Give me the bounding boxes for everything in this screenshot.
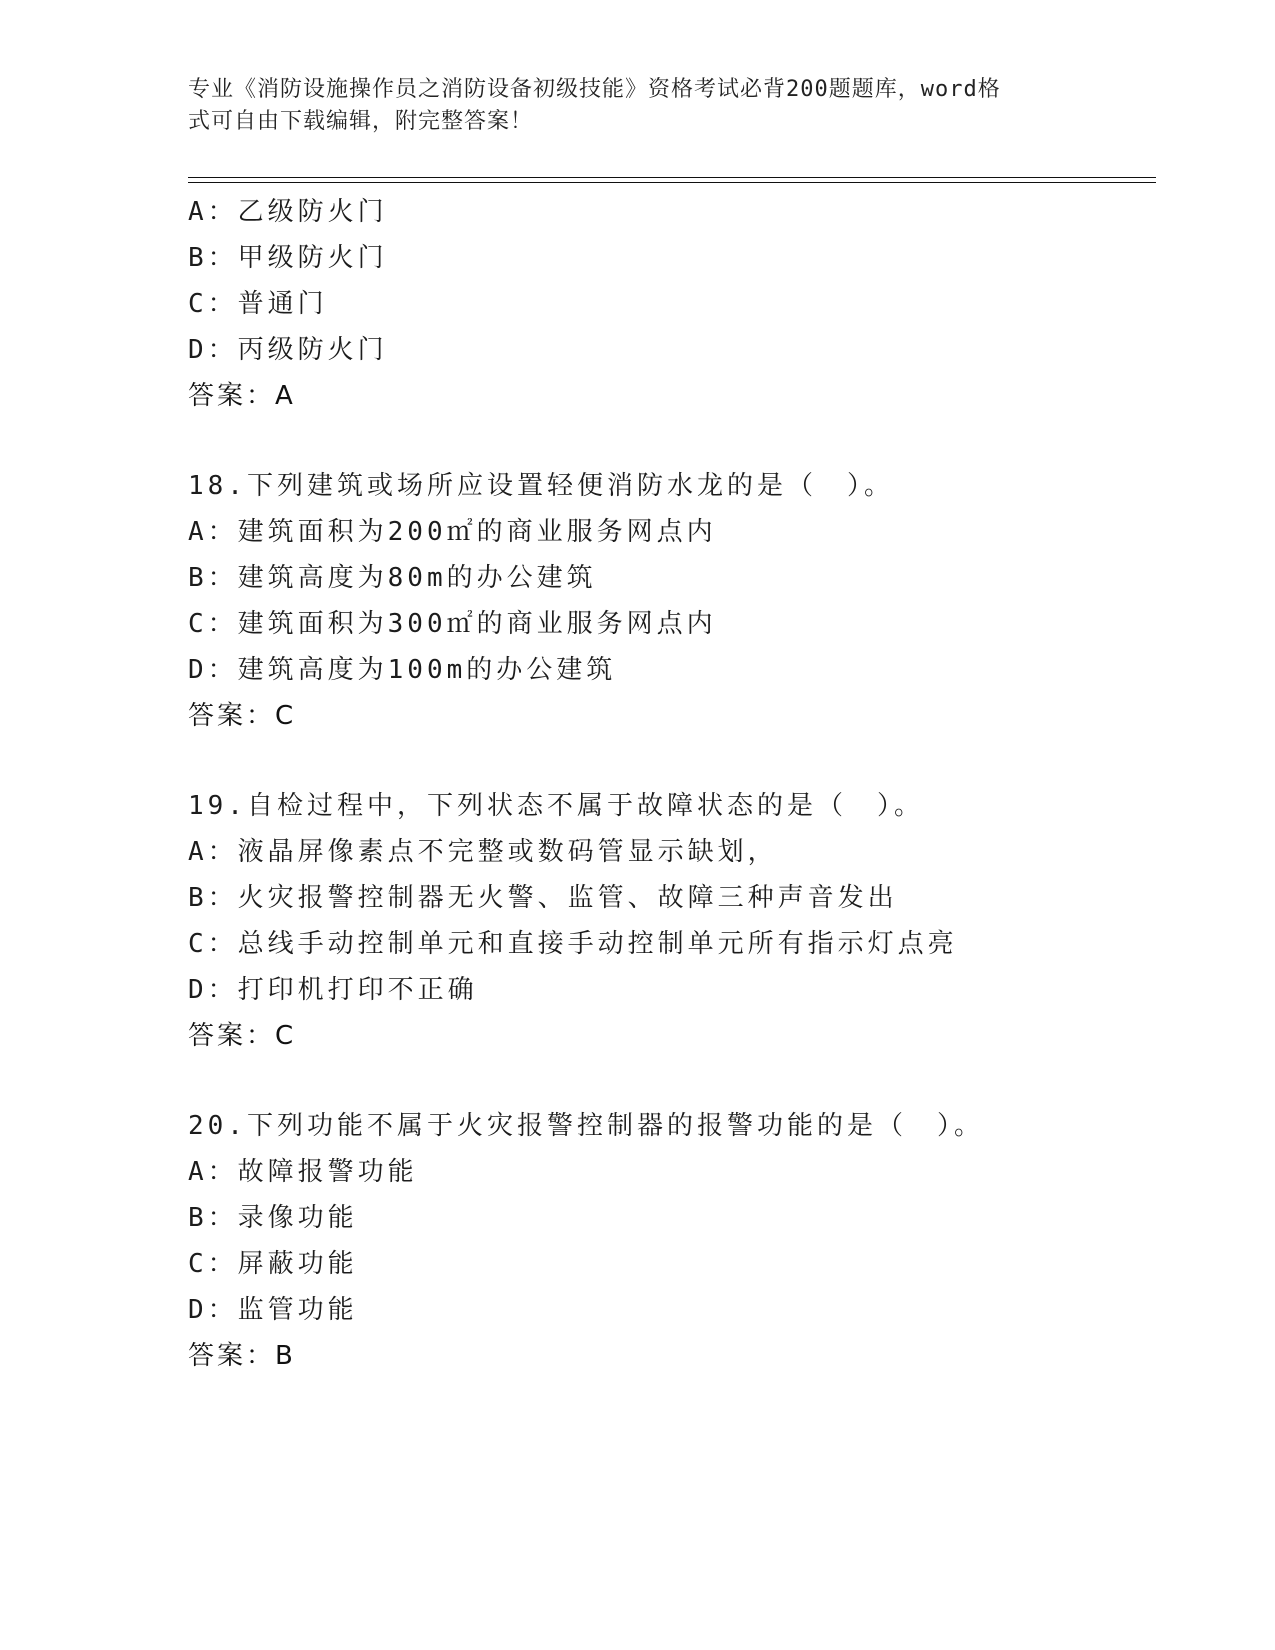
option-c: C：普通门 [188,289,328,319]
option-c: C：建筑面积为300㎡的商业服务网点内 [188,609,717,639]
question-block-19 [188,783,1156,1059]
header-line-2: 式可自由下载编辑，附完整答案！ [188,109,534,134]
question-text: 18.下列建筑或场所应设置轻便消防水龙的是（ ）。 [188,471,894,501]
option-d: D：监管功能 [188,1295,358,1325]
header-line-1: 专业《消防设施操作员之消防设备初级技能》资格考试必背200题题库，word格 [188,77,1001,102]
option-a: A：液晶屏像素点不完整或数码管显示缺划， [188,837,778,867]
option-a: A：故障报警功能 [188,1157,418,1187]
option-d: D：打印机打印不正确 [188,975,478,1005]
option-d: D：丙级防火门 [188,335,388,365]
answer-line: 答案：C [188,701,297,731]
option-c: C：屏蔽功能 [188,1249,358,1279]
question-block-18 [188,463,1156,739]
option-b: B：录像功能 [188,1203,358,1233]
question-text: 20.下列功能不属于火灾报警控制器的报警功能的是（ ）。 [188,1111,984,1141]
header-divider-bottom [188,182,1156,183]
option-c: C：总线手动控制单元和直接手动控制单元所有指示灯点亮 [188,929,958,959]
question-block-20 [188,1103,1156,1379]
option-b: B：甲级防火门 [188,243,388,273]
answer-line: 答案：A [188,381,296,411]
question-text: 19.自检过程中，下列状态不属于故障状态的是（ ）。 [188,791,924,821]
answer-line: 答案：C [188,1021,297,1051]
option-a: A：乙级防火门 [188,197,388,227]
header-divider-top [188,177,1156,178]
option-a: A：建筑面积为200㎡的商业服务网点内 [188,517,717,547]
block-spacer [188,1059,1156,1103]
question-list [188,189,1156,1379]
block-spacer [188,739,1156,783]
question-block-17 [188,189,1156,419]
option-d: D：建筑高度为100m的办公建筑 [188,655,617,685]
option-b: B：建筑高度为80m的办公建筑 [188,563,597,593]
document-header [188,74,1068,138]
block-spacer [188,419,1156,463]
answer-line: 答案：B [188,1341,296,1371]
option-b: B：火灾报警控制器无火警、监管、故障三种声音发出 [188,883,898,913]
